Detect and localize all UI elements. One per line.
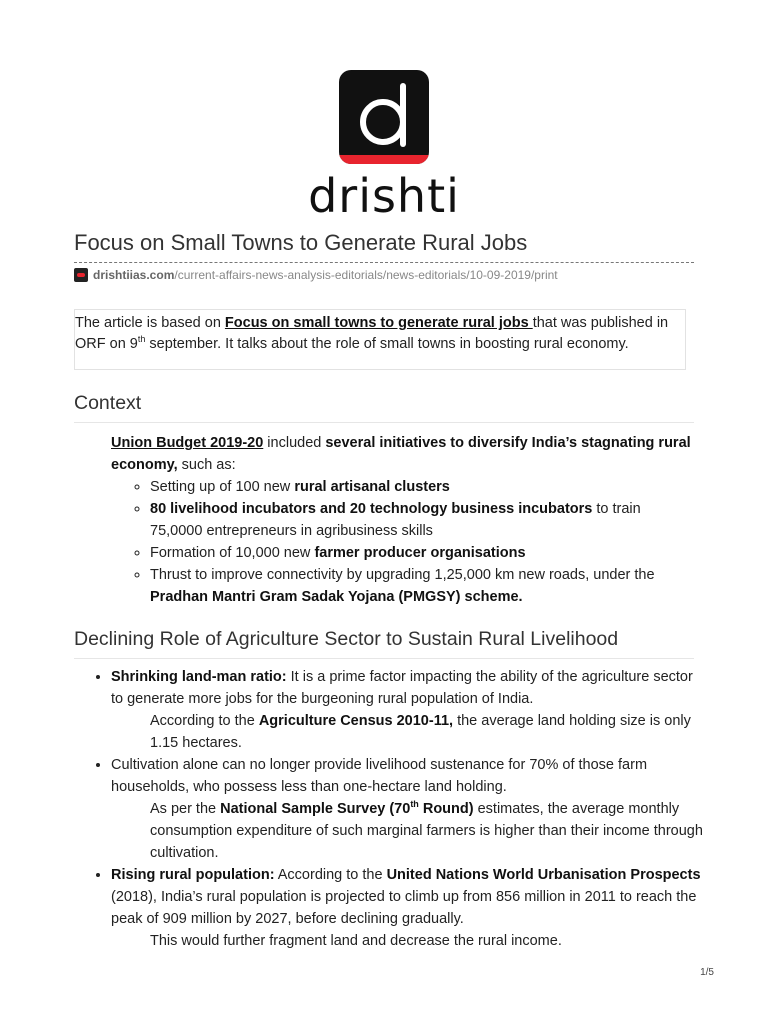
drishti-logo [0,70,768,226]
context-intro [111,432,696,476]
context-initiatives: several initiatives to diversify India’s stagnating rural economy, [111,435,691,473]
context-text: included [263,435,326,451]
source-article-link[interactable]: Focus on small towns to generate rural jobs [224,315,533,331]
intro-box [74,309,686,370]
url-domain[interactable]: drishtiias.com [93,268,175,282]
url-path[interactable]: /current-affairs-news-analysis-editorials/news-editorials/10-09-2019/print [174,268,558,282]
budget-link: Union Budget 2019-20 [111,435,264,451]
article-title: Focus on Small Towns to Generate Rural Jobs [74,230,528,255]
context-list [111,476,696,608]
list-item: ◦ 80 livelihood incubators and 20 technology business incubators to train 75,0000 entrepreneurs in agribusiness skills [150,498,696,542]
intro-prefix: The article is based on [75,315,225,331]
drishti-logo-icon [339,70,429,164]
list-item: ◦ Setting up of 100 new rural artisanal clusters [150,476,696,498]
list-item: ◦ Formation of 10,000 new farmer producer organisations [150,542,696,564]
sub-point: As per the National Sample Survey (70th Round) estimates, the average monthly consumption expenditure of such marginal farmers is higher than their income through cultivation. [150,799,703,861]
intro-suffix: september. It talks about the role of small towns in boosting rural economy. [145,336,629,352]
list-item: ◦ Thrust to improve connectivity by upgrading 1,25,000 km new roads, under the Pradhan Mantri Gram Sadak Yojana (PMGSY) scheme. [150,564,696,608]
intro-mid: that was published in ORF on 9 [75,315,669,352]
page-number: 1/5 [700,967,714,978]
context-rule [74,422,694,423]
declining-section [74,666,704,952]
list-item: • Cultivation alone can no longer provide livelihood sustenance for 70% of those farm households, who possess less than one-hectare land holding. As per the National Sample Survey (70th Round) estimates, the average monthly consumption expenditure of such marginal farmers is higher than their income through cultivation. [111,754,704,864]
title-divider [74,262,694,263]
list-item: • Rising rural population: According to the United Nations World Urbanisation Prospects (2018), India’s rural population is projected to climb up from 856 million in 2011 to reach the peak of 909 million by 2027, before declining gradually. This would further fragment land and decrease the rural income. [111,864,704,952]
declining-heading: Declining Role of Agriculture Sector to Sustain Rural Livelihood [74,628,619,650]
sub-point: This would further fragment land and decrease the rural income. [150,933,562,949]
sub-point: According to the Agriculture Census 2010-11, the average land holding size is only 1.15 hectares. [150,713,691,751]
context-such-as: such as: [177,457,236,473]
favicon-icon [74,268,88,282]
source-url[interactable] [74,268,558,282]
list-item: • Shrinking land-man ratio: It is a prime factor impacting the ability of the agriculture sector to generate more jobs for the burgeoning rural population of India. According to the Agriculture Census 2010-11, the average land holding size is only 1.15 hectares. [111,666,704,754]
context-heading: Context [74,392,142,414]
intro-sup: th [137,334,146,345]
declining-list [74,666,704,952]
brand-wordmark: drishti [308,169,460,223]
context-section [111,432,696,608]
declining-rule [74,658,694,659]
